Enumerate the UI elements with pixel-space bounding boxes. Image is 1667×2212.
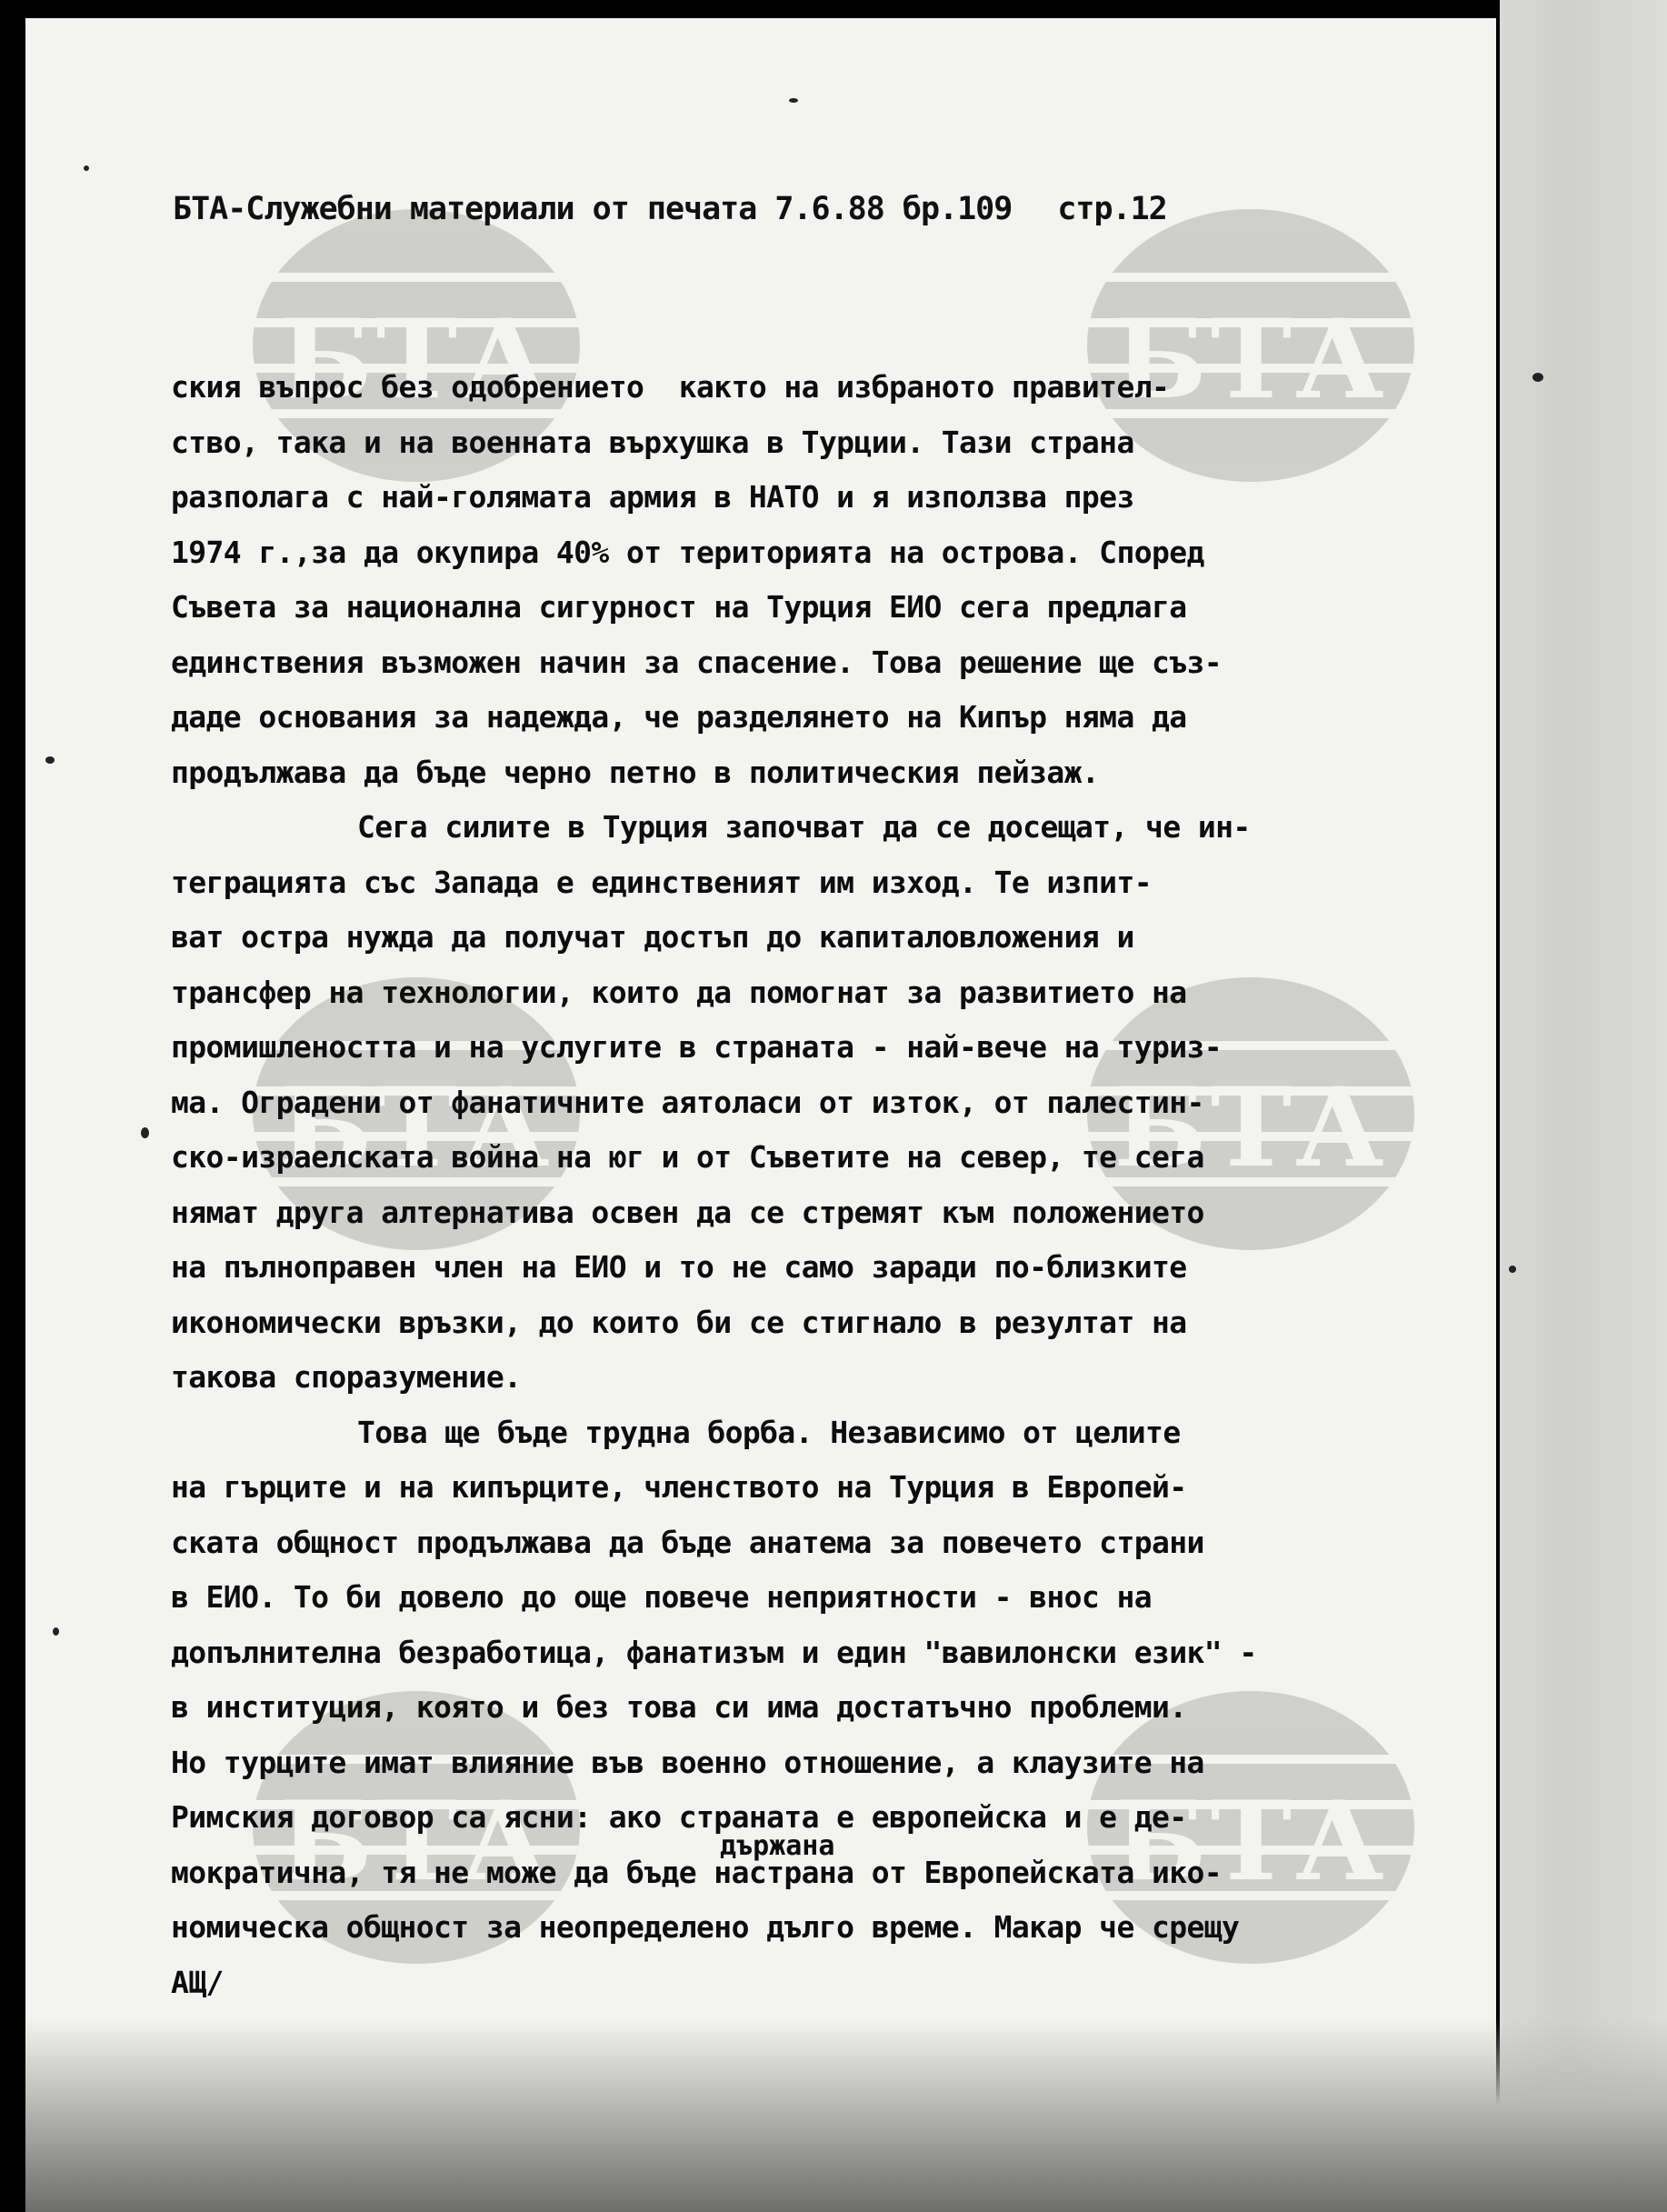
text-line: такова споразумение.: [171, 1359, 522, 1395]
header-source: БТА-Служебни материали от печата 7.6.88 бр.109: [173, 191, 1013, 227]
scan-smudge: [25, 2018, 1667, 2212]
handwritten-insertion: държана: [720, 1830, 835, 1862]
text-line: в институция, която и без това си има достатъчно проблеми.: [171, 1689, 1187, 1725]
text-line: на гърците и на кипърците, членството на Турция в Европей-: [171, 1469, 1187, 1505]
document-header: [173, 191, 1263, 227]
text-line: в ЕИО. То би довело до още повече неприятности - внос на: [171, 1579, 1152, 1615]
text-line: ство, така и на военната върхушка в Турции. Тази страна: [171, 424, 1134, 460]
text-line: Римския договор са ясни: ако страната е европейска и е де-: [171, 1799, 1187, 1835]
text-line: икономически връзки, до които би се стигнало в резултат на: [171, 1304, 1187, 1340]
bta-watermark: БТА: [253, 977, 580, 1250]
text-line: теграцията със Запада е единственият им изход. Те изпит-: [171, 864, 1152, 900]
scan-speck: [45, 756, 55, 764]
document-body: [171, 360, 1353, 2010]
paragraph: [171, 800, 1353, 1406]
text-line: ската общност продължава да бъде анатема за повечето страни: [171, 1524, 1204, 1560]
text-line: единствения възможен начин за спасение. Това решение ще съз-: [171, 644, 1223, 680]
text-line: мократична, тя не може да бъде настрана от Европейската ико-: [171, 1854, 1223, 1890]
bta-watermark: БТА: [253, 209, 580, 482]
text-line: Но турците имат влияние във военно отношение, а клаузите на: [171, 1744, 1204, 1780]
text-line: допълнителна безработица, фанатизъм и един "вавилонски език" -: [171, 1634, 1257, 1670]
paragraph: [171, 1406, 1353, 2011]
page-number: стр.12: [1057, 191, 1167, 227]
bta-watermark: БТА: [253, 1691, 580, 1964]
scan-speck: [141, 1127, 149, 1138]
text-line: номическа общност за неопределено дълго време. Макар че срещу: [171, 1909, 1240, 1945]
scan-speck: [84, 165, 89, 171]
scan-speck: [1509, 1266, 1516, 1273]
text-line: ския въпрос без одобрението както на избраното правител-: [171, 369, 1170, 405]
text-line: ма. Оградени от фанатичните аятоласи от изток, от палестин-: [171, 1084, 1204, 1120]
text-line: ват остра нужда да получат достъп до капиталовложения и: [171, 919, 1134, 955]
bta-watermark: БТА: [1087, 209, 1414, 482]
text-line: Това ще бъде трудна борба. Независимо от целите: [357, 1414, 1181, 1450]
text-line: продължава да бъде черно петно в политическия пейзаж.: [171, 754, 1100, 790]
text-line: разполага с най-голямата армия в НАТО и я използва през: [171, 479, 1134, 515]
text-line: 1974 г.,за да окупира 40% от територията на острова. Според: [171, 534, 1204, 570]
paragraph: [171, 360, 1353, 800]
scan-speck: [789, 98, 798, 103]
bta-watermark: БТА: [1087, 1691, 1414, 1964]
scan-speck: [1532, 373, 1543, 382]
bta-watermark: БТА: [1087, 977, 1414, 1250]
text-line: Сега силите в Турция започват да се досещат, че ин-: [357, 809, 1251, 845]
text-line: промишлеността и на услугите в страната - най-вече на туриз-: [171, 1029, 1223, 1065]
text-line: нямат друга алтернатива освен да се стремят към положението: [171, 1194, 1204, 1230]
text-line: на пълноправен член на ЕИО и то не само заради по-близките: [171, 1249, 1187, 1285]
text-line: Съвета за национална сигурност на Турция ЕИО сега предлага: [171, 589, 1187, 625]
text-line: ско-израелската война на юг и от Съветите на север, те сега: [171, 1139, 1204, 1175]
text-line: трансфер на технологии, които да помогнат за развитието на: [171, 974, 1187, 1010]
scan-border: [1500, 0, 1667, 2212]
scan-speck: [53, 1627, 59, 1636]
text-line: даде основания за надежда, че разделянето на Кипър няма да: [171, 699, 1187, 735]
text-line: АЩ/: [171, 1964, 224, 2000]
